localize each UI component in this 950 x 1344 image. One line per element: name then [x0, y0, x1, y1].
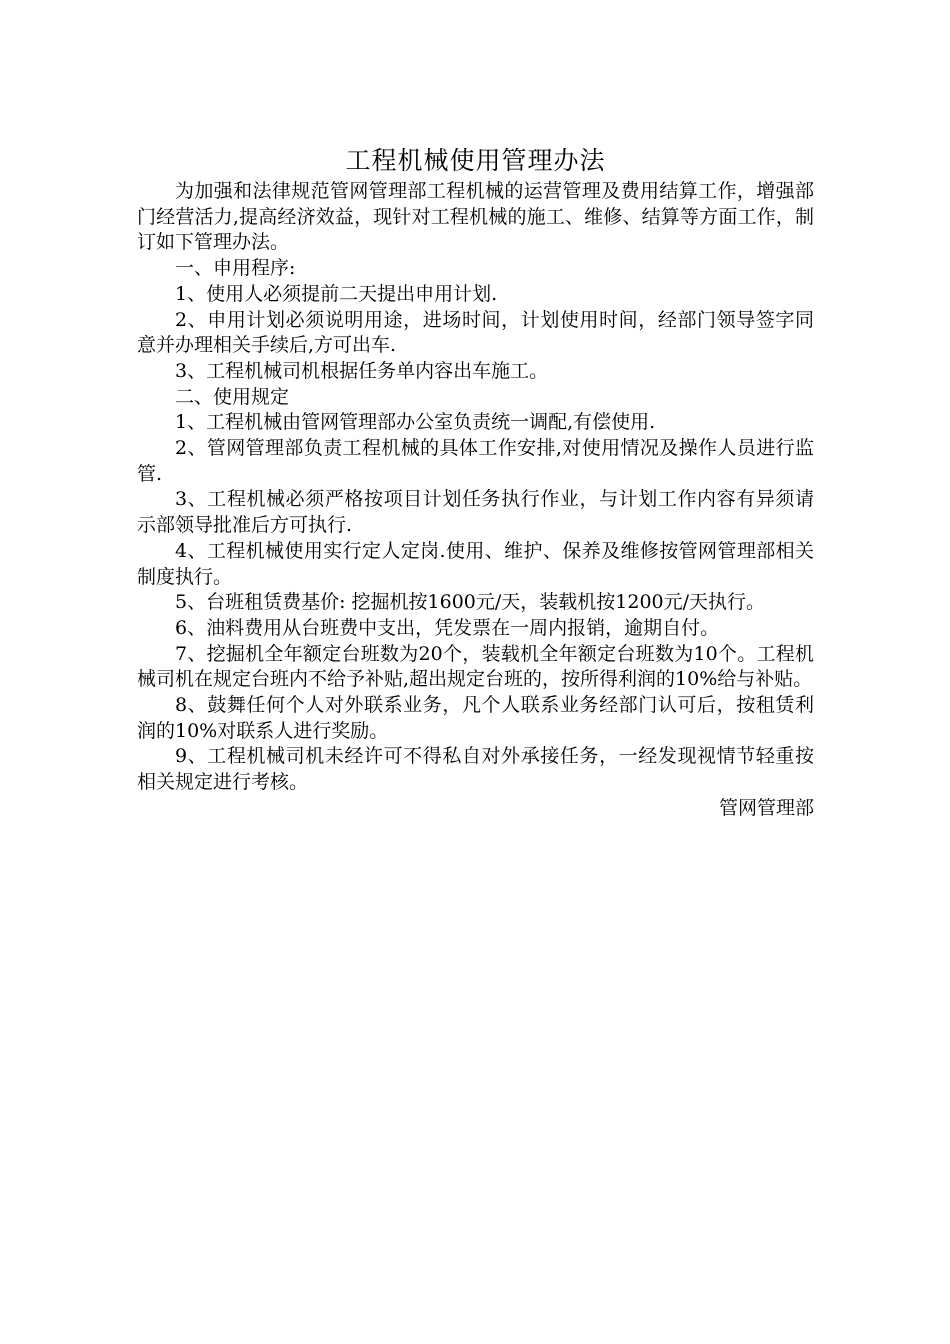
document-body — [137, 179, 814, 796]
intro-paragraph: 为加强和法律规范管网管理部工程机械的运营管理及费用结算工作，增强部门经营活力,提高经济效益，现针对工程机械的施工、维修、结算等方面工作，制订如下管理办法。 — [137, 180, 814, 254]
rule-item-9: 9、工程机械司机未经许可不得私自对外承接任务，一经发现视情节轻重按相关规定进行考核。 — [137, 745, 814, 794]
document-title: 工程机械使用管理办法 — [345, 146, 606, 175]
rule-item-8: 8、鼓舞任何个人对外联系业务，凡个人联系业务经部门认可后，按租赁利润的10%对联系人进行奖励。 — [137, 694, 814, 742]
signature: 管网管理部 — [718, 796, 814, 819]
section-heading-application: 一、申用程序: — [175, 257, 296, 280]
rule-item-3: 3、工程机械必须严格按项目计划任务执行作业，与计划工作内容有异须请示部领导批准后方可执行. — [137, 488, 814, 537]
rule-item-7: 7、挖掘机全年额定台班数为20个，装载机全年额定台班数为10个。工程机械司机在规定台班内不给予补贴,超出规定台班的，按所得利润的10%给与补贴。 — [137, 642, 814, 691]
rule-item-4: 4、工程机械使用实行定人定岗.使用、维护、保养及维修按管网管理部相关制度执行。 — [137, 539, 814, 588]
application-item-2: 2、申用计划必须说明用途，进场时间，计划使用时间，经部门领导签字同意并办理相关手续后,方可出车. — [137, 308, 814, 357]
application-item-1: 1、使用人必须提前二天提出申用计划. — [175, 282, 498, 305]
rule-item-6: 6、油料费用从台班费中支出，凭发票在一周内报销，逾期自付。 — [175, 616, 720, 639]
document-page — [137, 145, 814, 822]
section-heading-rules: 二、使用规定 — [175, 385, 290, 408]
rule-item-1: 1、工程机械由管网管理部办公室负责统一调配,有偿使用. — [175, 411, 656, 434]
rule-item-2: 2、管网管理部负责工程机械的具体工作安排,对使用情况及操作人员进行监管. — [137, 437, 814, 485]
application-item-3: 3、工程机械司机根据任务单内容出车施工。 — [175, 359, 549, 382]
rule-item-5: 5、台班租赁费基价: 挖掘机按1600元/天，装载机按1200元/天执行。 — [175, 591, 766, 614]
